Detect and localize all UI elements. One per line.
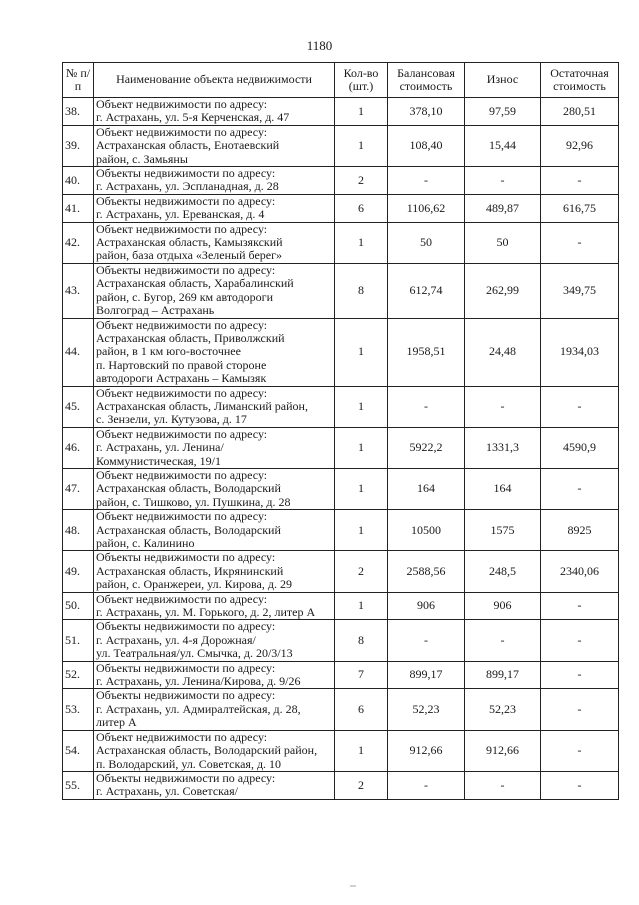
row-wear-value: - (465, 386, 541, 427)
row-residual-value: - (541, 661, 619, 689)
row-quantity: 8 (335, 620, 388, 661)
row-balance-value: 5922,2 (388, 427, 465, 468)
row-quantity: 1 (335, 98, 388, 126)
object-name-line: район, с. Тишково, ул. Пушкина, д. 28 (96, 494, 291, 509)
object-name-line: Объекты недвижимости по адресу: (96, 660, 276, 675)
row-quantity: 1 (335, 730, 388, 771)
object-name-line: Объекты недвижимости по адресу: (96, 688, 276, 703)
row-residual-value: - (541, 468, 619, 509)
object-name-line: г. Астрахань, ул. Адмиралтейская, д. 28, (96, 701, 301, 716)
object-name-line: Объекты недвижимости по адресу: (96, 193, 276, 208)
row-number: 46. (63, 427, 94, 468)
row-balance-value: 1958,51 (388, 318, 465, 386)
row-object-name (94, 222, 335, 263)
row-wear-value: 1575 (465, 510, 541, 551)
row-wear-value: 912,66 (465, 730, 541, 771)
object-name-line: Объект недвижимости по адресу: (96, 124, 268, 139)
row-balance-value: 50 (388, 222, 465, 263)
object-name-line: Астраханская область, Харабалинский (96, 276, 294, 291)
row-number: 53. (63, 689, 94, 730)
row-object-name (94, 98, 335, 126)
row-wear-value: - (465, 167, 541, 195)
object-name-line: Объект недвижимости по адресу: (96, 317, 268, 332)
row-residual-value: 349,75 (541, 263, 619, 318)
object-name-line: г. Астрахань, ул. М. Горького, д. 2, литер А (96, 605, 316, 620)
row-object-name (94, 318, 335, 386)
object-name-line: п. Нартовский по правой стороне (96, 357, 267, 372)
object-name-line: Астраханская область, Енотаевский (96, 138, 280, 153)
table-row (63, 125, 619, 166)
row-residual-value: 2340,06 (541, 551, 619, 592)
row-wear-value: 1331,3 (465, 427, 541, 468)
header-qty: Кол-во (шт.) (335, 63, 388, 98)
object-name-line: Астраханская область, Володарский (96, 522, 281, 537)
row-number: 45. (63, 386, 94, 427)
table-header-row (63, 63, 619, 98)
row-object-name (94, 551, 335, 592)
header-residual: Остаточная стоимость (541, 63, 619, 98)
row-number: 50. (63, 592, 94, 620)
row-number: 42. (63, 222, 94, 263)
table-row (63, 771, 619, 799)
row-quantity: 6 (335, 689, 388, 730)
object-name-line: г. Астрахань, ул. Ленина/Кирова, д. 9/26 (96, 674, 301, 689)
row-balance-value: 1106,62 (388, 194, 465, 222)
row-quantity: 1 (335, 510, 388, 551)
header-name: Наименование объекта недвижимости (94, 63, 335, 98)
row-wear-value: 24,48 (465, 318, 541, 386)
object-name-line: Астраханская область, Приволжский (96, 330, 285, 345)
object-name-line: Объект недвижимости по адресу: (96, 509, 268, 524)
object-name-line: п. Володарский, ул. Советская, д. 10 (96, 756, 282, 771)
row-number: 49. (63, 551, 94, 592)
table-body (63, 98, 619, 800)
row-number: 44. (63, 318, 94, 386)
row-number: 38. (63, 98, 94, 126)
row-number: 48. (63, 510, 94, 551)
object-name-line: Астраханская область, Икрянинский (96, 563, 284, 578)
table-row (63, 689, 619, 730)
row-quantity: 2 (335, 167, 388, 195)
row-wear-value: 248,5 (465, 551, 541, 592)
row-residual-value: - (541, 386, 619, 427)
row-wear-value: 15,44 (465, 125, 541, 166)
table-row (63, 661, 619, 689)
row-object-name (94, 689, 335, 730)
property-table (62, 62, 619, 800)
object-name-line: г. Астрахань, ул. Ереванская, д. 4 (96, 207, 265, 222)
row-wear-value: - (465, 771, 541, 799)
row-number: 54. (63, 730, 94, 771)
table-row (63, 592, 619, 620)
row-number: 43. (63, 263, 94, 318)
object-name-line: Объект недвижимости по адресу: (96, 385, 268, 400)
object-name-line: Астраханская область, Лиманский район, (96, 398, 308, 413)
object-name-line: Объект недвижимости по адресу: (96, 97, 268, 111)
row-balance-value: - (388, 386, 465, 427)
row-wear-value: 97,59 (465, 98, 541, 126)
row-object-name (94, 386, 335, 427)
row-residual-value: 1934,03 (541, 318, 619, 386)
table-row (63, 427, 619, 468)
row-wear-value: 52,23 (465, 689, 541, 730)
row-quantity: 1 (335, 427, 388, 468)
table-row (63, 620, 619, 661)
row-quantity: 2 (335, 771, 388, 799)
object-name-line: Объекты недвижимости по адресу: (96, 770, 276, 785)
row-quantity: 8 (335, 263, 388, 318)
row-number: 39. (63, 125, 94, 166)
object-name-line: Объект недвижимости по адресу: (96, 729, 268, 744)
row-wear-value: 899,17 (465, 661, 541, 689)
row-wear-value: - (465, 620, 541, 661)
object-name-line: Астраханская область, Володарский (96, 481, 281, 496)
header-num: № п/п (63, 63, 94, 98)
table-row (63, 386, 619, 427)
object-name-line: Объект недвижимости по адресу: (96, 426, 268, 441)
row-balance-value: 164 (388, 468, 465, 509)
row-quantity: 1 (335, 592, 388, 620)
object-name-line: Объекты недвижимости по адресу: (96, 619, 276, 634)
row-residual-value: - (541, 771, 619, 799)
row-residual-value: 8925 (541, 510, 619, 551)
row-quantity: 1 (335, 468, 388, 509)
row-wear-value: 50 (465, 222, 541, 263)
row-residual-value: - (541, 689, 619, 730)
row-number: 47. (63, 468, 94, 509)
row-residual-value: - (541, 167, 619, 195)
row-object-name (94, 510, 335, 551)
object-name-line: район, с. Калинино (96, 536, 195, 550)
header-balance: Балансовая стоимость (388, 63, 465, 98)
table-row (63, 468, 619, 509)
object-name-line: автодороги Астрахань – Камызяк (96, 371, 267, 386)
object-name-line: г. Астрахань, ул. Ленина/ (96, 440, 224, 455)
row-object-name (94, 592, 335, 620)
scan-artifact (350, 885, 356, 887)
table-row (63, 263, 619, 318)
row-residual-value: 4590,9 (541, 427, 619, 468)
object-name-line: Коммунистическая, 19/1 (96, 453, 222, 468)
row-balance-value: 378,10 (388, 98, 465, 126)
object-name-line: с. Зензели, ул. Кутузова, д. 17 (96, 412, 247, 427)
row-quantity: 6 (335, 194, 388, 222)
object-name-line: Объект недвижимости по адресу: (96, 467, 268, 482)
table-row (63, 510, 619, 551)
row-balance-value: 912,66 (388, 730, 465, 771)
object-name-line: ул. Театральная/ул. Смычка, д. 20/3/13 (96, 646, 293, 661)
page-number: 1180 (306, 38, 333, 53)
table-row (63, 98, 619, 126)
row-balance-value: - (388, 167, 465, 195)
row-number: 55. (63, 771, 94, 799)
object-name-line: район, база отдыха «Зеленый берег» (96, 248, 283, 263)
object-name-line: Объекты недвижимости по адресу: (96, 550, 276, 565)
row-balance-value: 899,17 (388, 661, 465, 689)
row-object-name (94, 730, 335, 771)
row-quantity: 2 (335, 551, 388, 592)
object-name-line: г. Астрахань, ул. 4-я Дорожная/ (96, 632, 256, 647)
table-row (63, 730, 619, 771)
row-object-name (94, 620, 335, 661)
row-quantity: 1 (335, 125, 388, 166)
row-residual-value: - (541, 620, 619, 661)
row-balance-value: 108,40 (388, 125, 465, 166)
table-row (63, 167, 619, 195)
object-name-line: Объекты недвижимости по адресу: (96, 262, 276, 277)
row-wear-value: 262,99 (465, 263, 541, 318)
row-balance-value: 906 (388, 592, 465, 620)
row-number: 52. (63, 661, 94, 689)
object-name-line: г. Астрахань, ул. Эспланадная, д. 28 (96, 179, 279, 194)
object-name-line: район, с. Замьяны (96, 151, 188, 166)
object-name-line: район, с. Оранжереи, ул. Кирова, д. 29 (96, 577, 292, 592)
row-wear-value: 164 (465, 468, 541, 509)
row-object-name (94, 263, 335, 318)
table-row (63, 551, 619, 592)
row-object-name (94, 194, 335, 222)
row-quantity: 1 (335, 222, 388, 263)
table-row (63, 318, 619, 386)
table-row (63, 222, 619, 263)
row-quantity: 7 (335, 661, 388, 689)
row-residual-value: - (541, 222, 619, 263)
row-wear-value: 906 (465, 592, 541, 620)
row-balance-value: 612,74 (388, 263, 465, 318)
row-object-name (94, 427, 335, 468)
object-name-line: Объект недвижимости по адресу: (96, 591, 268, 606)
row-number: 51. (63, 620, 94, 661)
row-object-name (94, 661, 335, 689)
row-balance-value: - (388, 620, 465, 661)
object-name-line: литер А (96, 715, 137, 730)
row-object-name (94, 167, 335, 195)
row-balance-value: 52,23 (388, 689, 465, 730)
row-quantity: 1 (335, 386, 388, 427)
object-name-line: Объекты недвижимости по адресу: (96, 166, 276, 181)
object-name-line: район, с. Бугор, 269 км автодороги (96, 289, 274, 304)
object-name-line: Волгоград – Астрахань (96, 303, 215, 318)
object-name-line: район, в 1 км юго-восточнее (96, 344, 241, 359)
row-wear-value: 489,87 (465, 194, 541, 222)
row-number: 41. (63, 194, 94, 222)
object-name-line: г. Астрахань, ул. 5-я Керченская, д. 47 (96, 110, 290, 125)
table-row (63, 194, 619, 222)
row-balance-value: - (388, 771, 465, 799)
row-number: 40. (63, 167, 94, 195)
row-residual-value: 280,51 (541, 98, 619, 126)
object-name-line: г. Астрахань, ул. Советская/ (96, 784, 238, 799)
row-residual-value: 616,75 (541, 194, 619, 222)
row-residual-value: 92,96 (541, 125, 619, 166)
object-name-line: Астраханская область, Володарский район, (96, 743, 318, 758)
header-wear: Износ (465, 63, 541, 98)
row-balance-value: 10500 (388, 510, 465, 551)
row-object-name (94, 771, 335, 799)
row-residual-value: - (541, 592, 619, 620)
object-name-line: Астраханская область, Камызякский (96, 235, 283, 250)
row-object-name (94, 125, 335, 166)
row-balance-value: 2588,56 (388, 551, 465, 592)
object-name-line: Объект недвижимости по адресу: (96, 221, 268, 236)
row-quantity: 1 (335, 318, 388, 386)
row-residual-value: - (541, 730, 619, 771)
row-object-name (94, 468, 335, 509)
